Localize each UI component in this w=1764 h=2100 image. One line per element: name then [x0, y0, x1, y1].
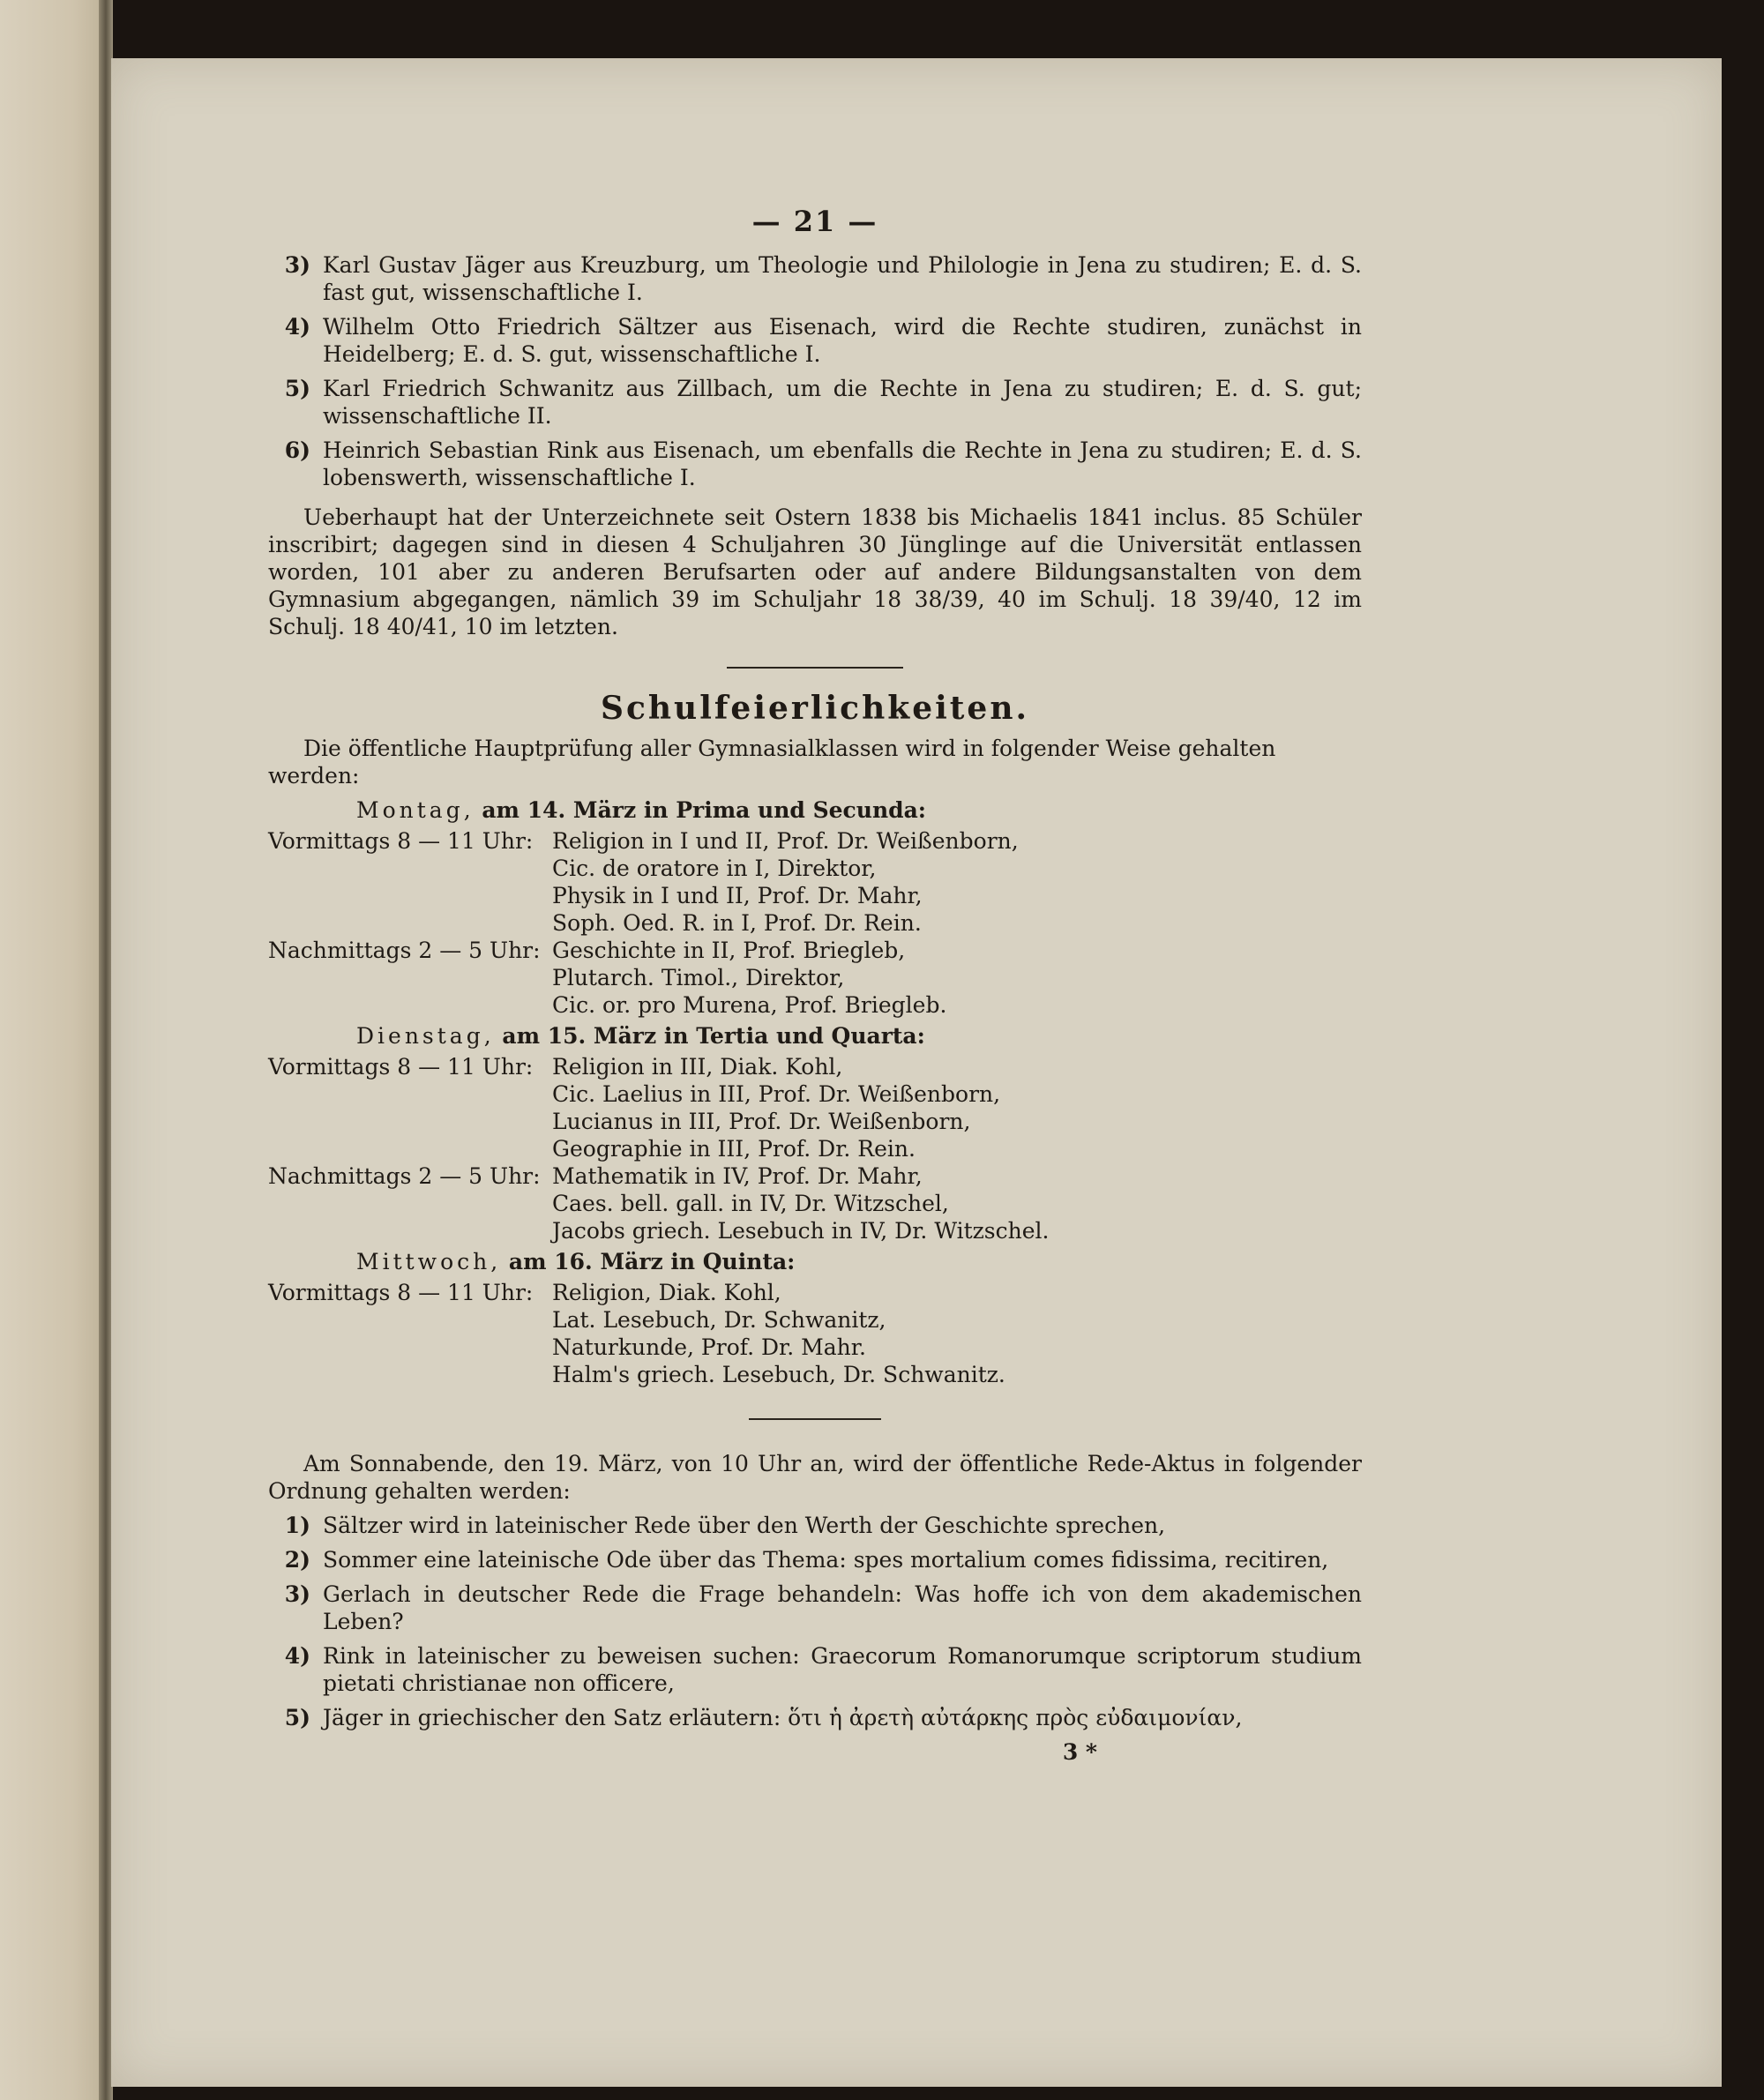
graduate-number: 6) [284, 437, 310, 463]
exam-day-heading [268, 1248, 1362, 1275]
exam-entry: Religion, Diak. Kohl, [552, 1280, 781, 1305]
exam-entry: Mathematik in IV, Prof. Dr. Mahr, [552, 1163, 923, 1189]
exam-time-slot [268, 1053, 1362, 1162]
signature-mark: 3 * [1062, 1739, 1097, 1765]
exam-intro: Die öffentliche Hauptprüfung aller Gymnasialklassen wird in folgender Weise gehalten werden: [268, 736, 1276, 788]
exam-entry: Cic. Laelius in III, Prof. Dr. Weißenborn, [552, 1081, 1001, 1107]
section-title: Schulfeierlichkeiten. [600, 690, 1030, 727]
graduate-number: 5) [284, 376, 310, 401]
speech-text: Rink in lateinischer zu beweisen suchen: Graecorum Romanorumque scriptorum studium pietati christianae non officere, [323, 1643, 1362, 1696]
graduate-text: Karl Friedrich Schwanitz aus Zillbach, um die Rechte in Jena zu studiren; E. d. S. gut; wissenschaftliche II. [323, 376, 1362, 429]
exam-time: Vormittags 8 — 11 Uhr: [268, 1054, 534, 1080]
speech-item [268, 1546, 1362, 1573]
exam-entry: Halm's griech. Lesebuch, Dr. Schwanitz. [552, 1362, 1005, 1387]
exam-time: Nachmittags 2 — 5 Uhr: [268, 938, 541, 963]
graduates-list [268, 251, 1362, 491]
speech-number: 3) [284, 1581, 310, 1607]
graduate-number: 3) [284, 252, 310, 278]
speech-text: Gerlach in deutscher Rede die Frage behandeln: Was hoffe ich von dem akademischen Leben? [323, 1581, 1362, 1634]
speech-text: Sältzer wird in lateinischer Rede über den Werth der Geschichte sprechen, [323, 1513, 1166, 1538]
graduate-item [268, 251, 1362, 306]
exam-day-name: Dienstag, [356, 1023, 495, 1049]
exam-time-slot [268, 1279, 1362, 1388]
speech-intro: Am Sonnabende, den 19. März, von 10 Uhr an, wird der öffentliche Rede-Aktus in folgender Ordnung gehalten werden: [268, 1451, 1362, 1504]
speech-number: 1) [284, 1513, 310, 1538]
exam-entry: Geschichte in II, Prof. Briegleb, [552, 938, 906, 963]
exam-entry: Physik in I und II, Prof. Dr. Mahr, [552, 883, 923, 908]
exam-time: Vormittags 8 — 11 Uhr: [268, 828, 534, 854]
exam-entry: Geographie in III, Prof. Dr. Rein. [552, 1136, 916, 1162]
section-divider [727, 667, 903, 669]
exam-time-slot [268, 937, 1362, 1019]
exam-entries [552, 937, 946, 1019]
exam-entry: Naturkunde, Prof. Dr. Mahr. [552, 1334, 866, 1360]
exam-entry: Religion in I und II, Prof. Dr. Weißenborn, [552, 828, 1019, 854]
speech-item [268, 1642, 1362, 1697]
exam-day-details: am 14. März in Prima und Secunda: [474, 797, 927, 823]
speech-number: 2) [284, 1547, 310, 1573]
exam-time: Nachmittags 2 — 5 Uhr: [268, 1163, 541, 1189]
exam-entry: Cic. or. pro Murena, Prof. Briegleb. [552, 992, 947, 1018]
graduate-number: 4) [284, 314, 310, 340]
graduate-text: Karl Gustav Jäger aus Kreuzburg, um Theologie und Philologie in Jena zu studiren; E. d. S. fast gut, wissenschaftliche I. [323, 252, 1362, 305]
graduate-text: Heinrich Sebastian Rink aus Eisenach, um ebenfalls die Rechte in Jena zu studiren; E. d. S. lobenswerth, wissenschaftliche I. [323, 437, 1362, 490]
summary-paragraph: Ueberhaupt hat der Unterzeichnete seit Ostern 1838 bis Michaelis 1841 inclus. 85 Schüler inscribirt; dagegen sind in diesen 4 Schuljahren 30 Jünglinge auf die Universität entlassen worden, 101 aber zu anderen Berufsarten oder auf andere Bildungsanstalten von dem Gymnasium abgegangen, nämlich 39 im Schuljahr 18 38/39, 40 im Schulj. 18 39/40, 12 im Schulj. 18 40/41, 10 im letzten. [268, 504, 1362, 639]
exam-day-details: am 16. März in Quinta: [501, 1249, 796, 1274]
exam-schedule [268, 796, 1362, 1388]
exam-entries [552, 1162, 1049, 1244]
exam-time-slot [268, 827, 1362, 937]
speech-number: 5) [284, 1705, 310, 1730]
exam-entry: Plutarch. Timol., Direktor, [552, 965, 845, 990]
exam-day-name: Mittwoch, [356, 1249, 502, 1274]
speech-number: 4) [284, 1643, 310, 1669]
speech-item [268, 1581, 1362, 1635]
exam-day-heading [268, 1022, 1362, 1050]
graduate-text: Wilhelm Otto Friedrich Sältzer aus Eisenach, wird die Rechte studiren, zunächst in Heidelberg; E. d. S. gut, wissenschaftliche I. [323, 314, 1362, 367]
exam-entry: Religion in III, Diak. Kohl, [552, 1054, 843, 1080]
page-number: — 21 — [751, 205, 878, 238]
speech-text: Sommer eine lateinische Ode über das Thema: spes mortalium comes fidissima, recitiren, [323, 1547, 1329, 1573]
exam-entries [552, 1053, 1000, 1162]
exam-day-details: am 15. März in Tertia und Quarta: [494, 1023, 925, 1049]
schedule-divider [749, 1418, 881, 1420]
exam-entry: Cic. de oratore in I, Direktor, [552, 856, 877, 881]
exam-entry: Jacobs griech. Lesebuch in IV, Dr. Witzschel. [552, 1218, 1050, 1244]
exam-day-heading [268, 796, 1362, 824]
left-page-edge [0, 0, 104, 2100]
exam-entry: Caes. bell. gall. in IV, Dr. Witzschel, [552, 1191, 949, 1216]
speeches-list [268, 1512, 1362, 1731]
exam-entries [552, 1279, 1005, 1388]
exam-entry: Lat. Lesebuch, Dr. Schwanitz, [552, 1307, 886, 1333]
exam-entries [552, 827, 1019, 937]
graduate-item [268, 375, 1362, 430]
exam-day-name: Montag, [356, 797, 475, 823]
exam-entry: Soph. Oed. R. in I, Prof. Dr. Rein. [552, 910, 922, 936]
exam-time: Vormittags 8 — 11 Uhr: [268, 1280, 534, 1305]
speech-item [268, 1512, 1362, 1539]
page-content [268, 205, 1362, 1766]
exam-entry: Lucianus in III, Prof. Dr. Weißenborn, [552, 1109, 971, 1134]
speech-item [268, 1704, 1362, 1731]
speech-text: Jäger in griechischer den Satz erläutern: ὅτι ἡ ἀρετὴ αὐτάρκης πρὸς εὐδαιμονίαν, [323, 1705, 1243, 1730]
graduate-item [268, 313, 1362, 368]
graduate-item [268, 437, 1362, 491]
exam-time-slot [268, 1162, 1362, 1244]
